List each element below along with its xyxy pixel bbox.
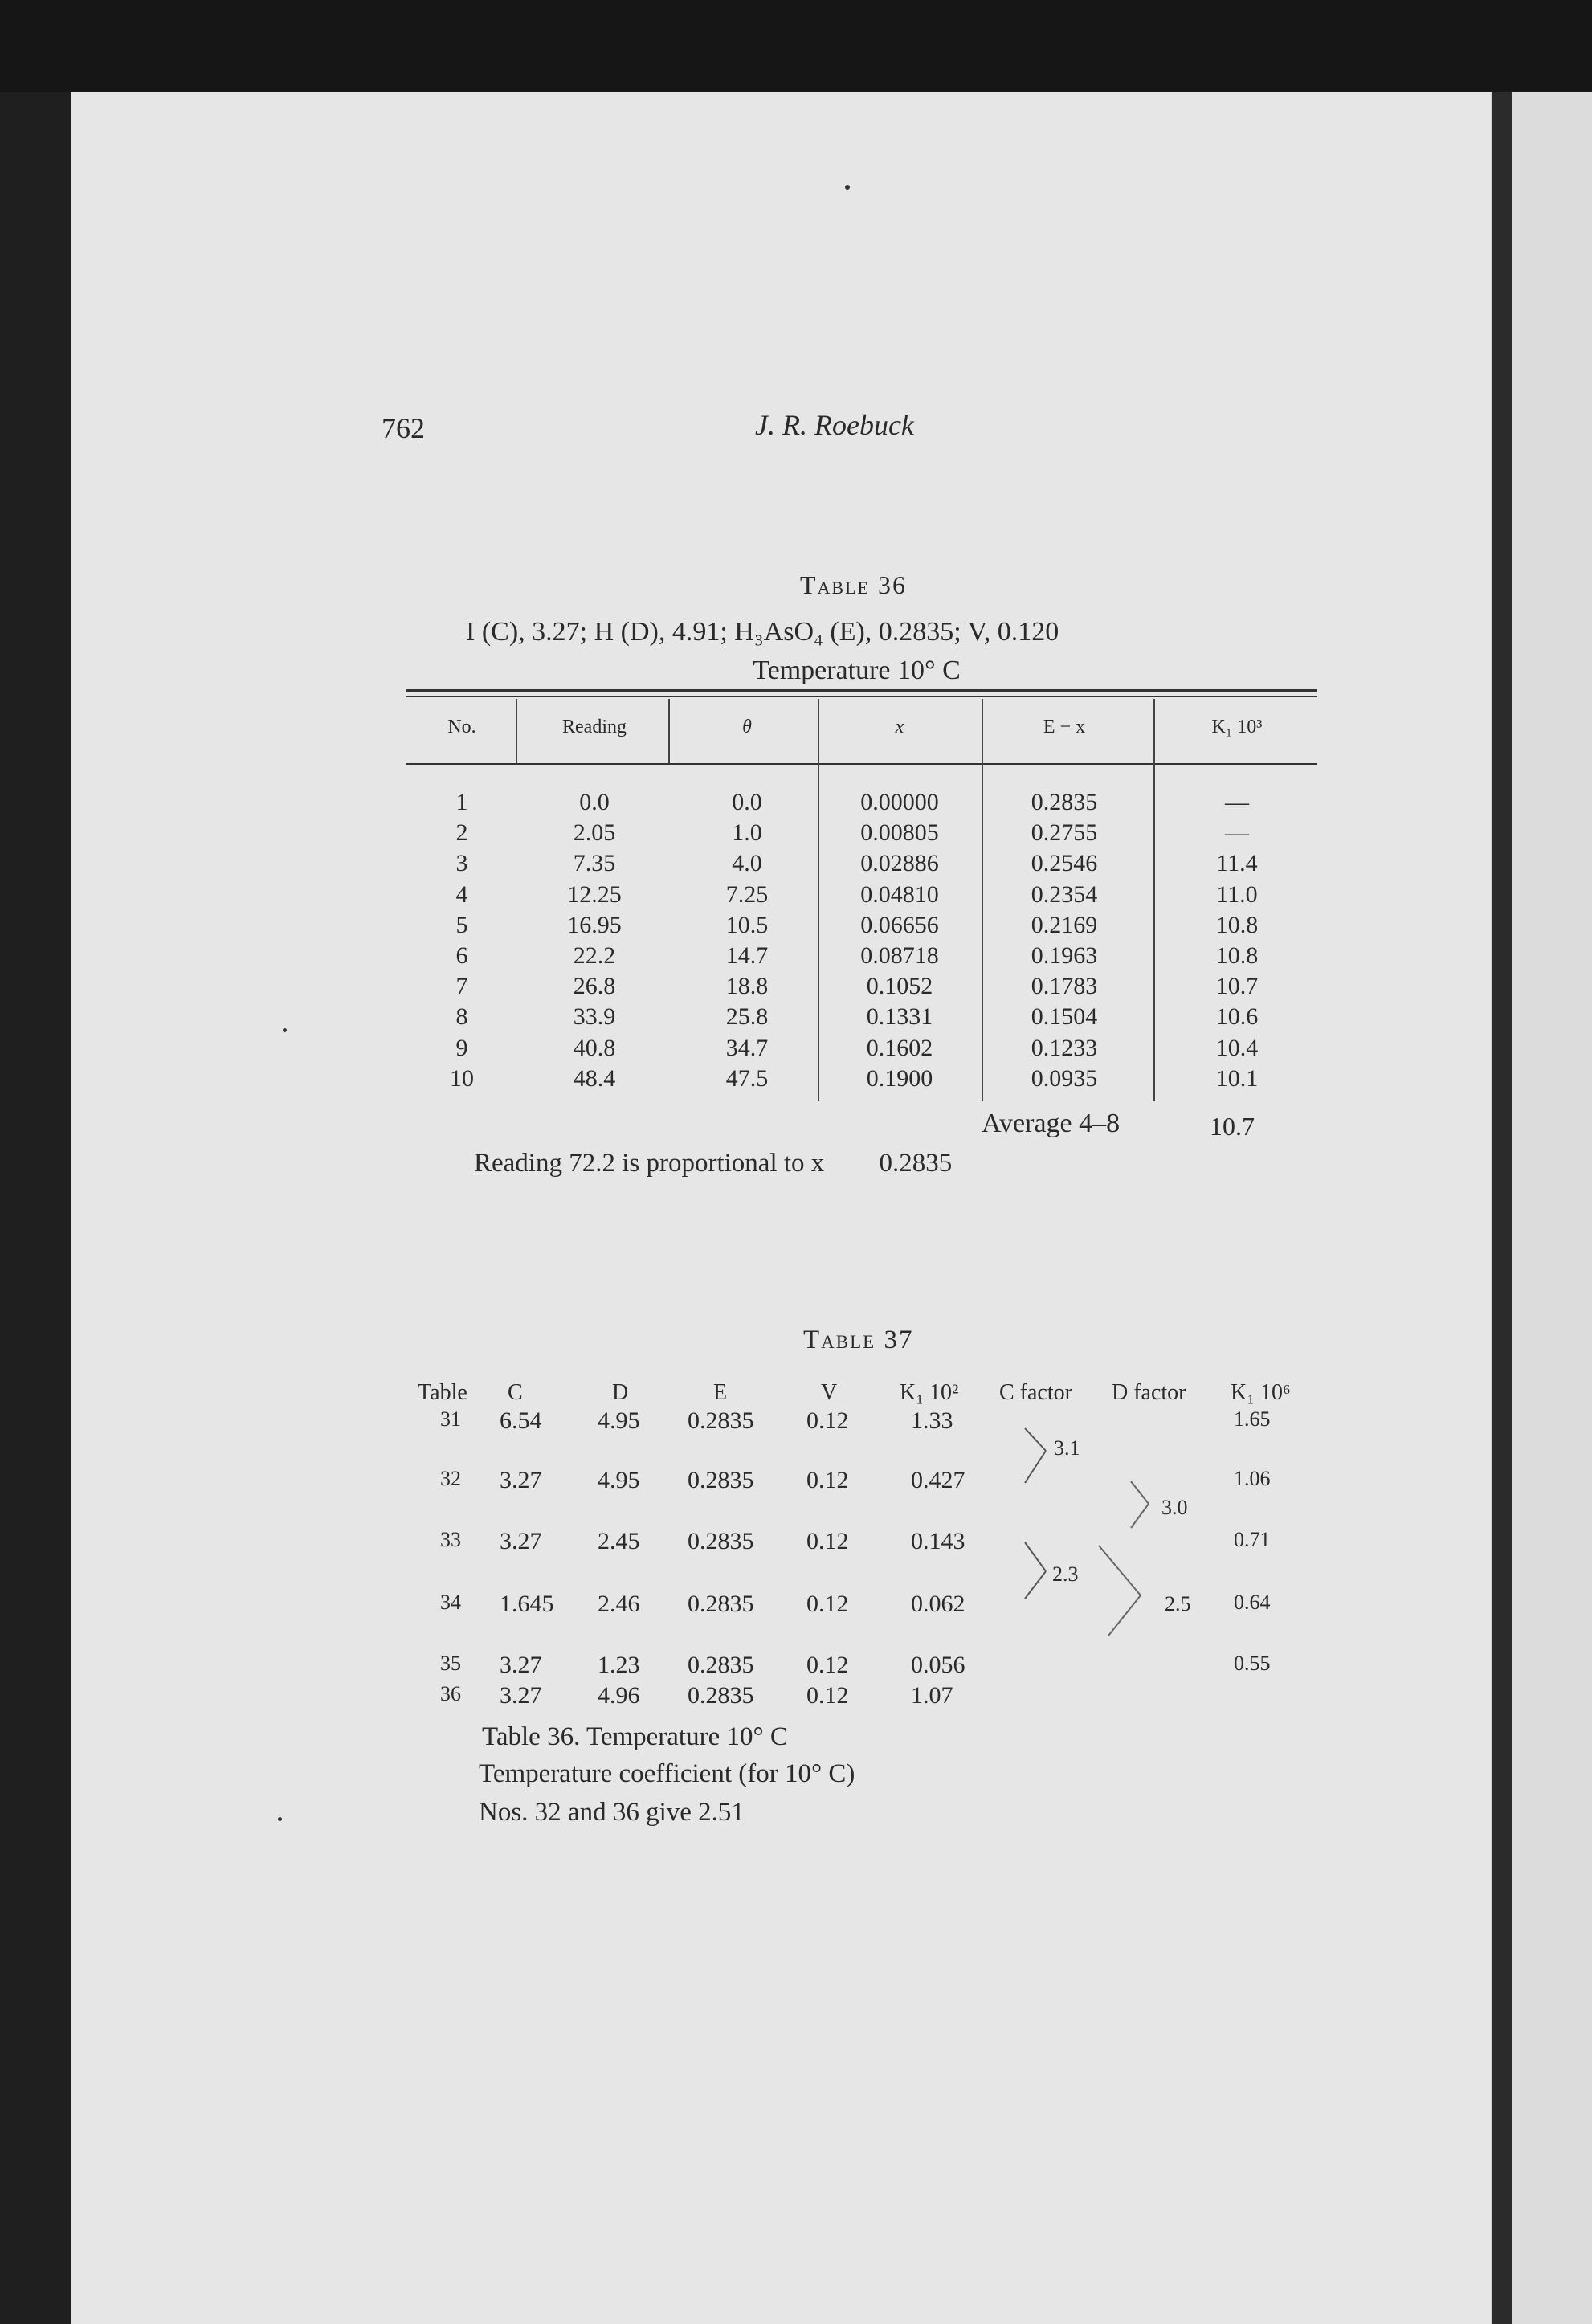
bracket-line xyxy=(1108,1595,1141,1636)
table-37-cell: 1.23 xyxy=(598,1652,640,1678)
table-36-divider xyxy=(668,699,670,763)
table-36-head-rule xyxy=(406,763,1317,765)
col-header-k1: K₁ 10³ xyxy=(1211,717,1263,737)
footnote-line: Temperature coefficient (for 10° C) xyxy=(479,1759,855,1788)
table-36-cell: 0.1504 xyxy=(1031,1003,1098,1031)
running-head-author: J. R. Roebuck xyxy=(755,409,914,441)
table-36-cell: 11.4 xyxy=(1216,850,1258,877)
table-36-cell: 0.1963 xyxy=(1031,942,1098,969)
scan-speck xyxy=(283,1028,287,1032)
table-36-cell: 0.1900 xyxy=(866,1064,933,1092)
table-37-cell: 0.2835 xyxy=(688,1407,754,1434)
table-36-cell: 7 xyxy=(455,973,468,1000)
c-factor-value: 2.3 xyxy=(1052,1562,1079,1586)
table-36-reading-note xyxy=(474,1149,952,1178)
bracket-line xyxy=(1131,1504,1149,1528)
table-36-cell: 18.8 xyxy=(725,973,769,1000)
table-37-cell: 1.65 xyxy=(1234,1407,1271,1431)
table-36-cell: 10.8 xyxy=(1215,911,1259,938)
facing-page xyxy=(1512,92,1592,2324)
table-37-cell: 0.12 xyxy=(806,1591,849,1617)
table-37-col-header: D factor xyxy=(1112,1380,1186,1405)
table-37-cell: 3.27 xyxy=(500,1682,542,1709)
table-36-cell: 9 xyxy=(455,1034,468,1061)
table-36-cell: 2.05 xyxy=(573,819,616,847)
table-36-cell: 8 xyxy=(455,1003,468,1031)
table-36-cell: 7.35 xyxy=(573,850,616,877)
col-header-no: No. xyxy=(447,717,476,737)
table-36-cell: 34.7 xyxy=(725,1034,769,1061)
table-36-cell: 47.5 xyxy=(725,1064,769,1092)
table-36-cell: 0.02886 xyxy=(860,850,939,877)
table-36-cell: 0.0 xyxy=(579,789,610,815)
table-36-cell: 0.1783 xyxy=(1031,973,1098,1000)
table-36-cell: 0.1602 xyxy=(866,1034,933,1061)
table-36-cell: 33.9 xyxy=(573,1003,616,1031)
table-36-title: Table 36 xyxy=(800,570,907,599)
table-36-divider xyxy=(982,699,983,1101)
table-37-cell: 0.2835 xyxy=(688,1591,754,1617)
d-factor-value: 3.0 xyxy=(1161,1496,1188,1519)
page-gutter-shadow xyxy=(1492,92,1512,2324)
table-36-cell: 0.06656 xyxy=(860,911,939,938)
table-36-cell: 4.0 xyxy=(732,850,762,877)
table-36-cell: 10.5 xyxy=(725,911,769,938)
table-36-cell: 11.0 xyxy=(1216,880,1258,908)
table-37-cell: 3.27 xyxy=(500,1528,542,1554)
table-36-cell: 0.2169 xyxy=(1031,911,1098,938)
table-37-cell: 1.06 xyxy=(1234,1467,1271,1490)
table-36-cell: 1 xyxy=(455,789,468,815)
table-37-cell: 0.12 xyxy=(806,1652,849,1678)
table-36-average-value: 10.7 xyxy=(1210,1112,1255,1141)
table-36-cell: 10.7 xyxy=(1215,973,1259,1000)
table-36-conditions: I (C), 3.27; H (D), 4.91; H₃AsO₄ (E), 0.2835; V, 0.120 xyxy=(466,617,1059,647)
table-36-cell: 7.25 xyxy=(725,880,769,908)
table-37-cell: 1.645 xyxy=(500,1591,554,1617)
table-36-cell: 3 xyxy=(455,850,468,877)
table-37-title: Table 37 xyxy=(803,1325,914,1354)
table-37-cell: 1.07 xyxy=(911,1682,953,1709)
table-36-temperature: Temperature 10° C xyxy=(753,656,961,685)
table-37-cell: 0.2835 xyxy=(688,1528,754,1554)
reading-note-text: Reading 72.2 is proportional to x xyxy=(474,1149,825,1178)
table-36-cell: 0.2546 xyxy=(1031,850,1098,877)
table-37-cell: 3.27 xyxy=(500,1467,542,1493)
reading-note-value: 0.2835 xyxy=(879,1149,953,1178)
table-36-cell: 0.2354 xyxy=(1031,880,1098,908)
bracket-line xyxy=(1025,1542,1046,1571)
table-36-cell: 14.7 xyxy=(725,942,769,969)
bracket-line xyxy=(1025,1428,1046,1451)
table-37-cell: 6.54 xyxy=(500,1407,542,1434)
table-36-cell: 4 xyxy=(455,880,468,908)
table-36-cell: 0.2755 xyxy=(1031,819,1098,847)
table-37-cell: 0.12 xyxy=(806,1407,849,1434)
table-36-cell: 10 xyxy=(450,1064,474,1092)
table-36-cell: 0.00805 xyxy=(860,819,939,847)
table-36-cell: 0.1233 xyxy=(1031,1034,1098,1061)
table-37-col-header: C xyxy=(508,1380,523,1405)
table-36-cell: 0.00000 xyxy=(860,789,939,815)
table-37-cell: 4.96 xyxy=(598,1682,640,1709)
scan-top-border xyxy=(0,0,1592,92)
table-37-cell: 0.55 xyxy=(1234,1652,1271,1675)
table-37-cell: 33 xyxy=(440,1528,461,1551)
col-header-x: x xyxy=(895,717,904,737)
table-36-cell: 0.2835 xyxy=(1031,789,1098,815)
table-36-cell: 5 xyxy=(455,911,468,938)
table-36-cell: 22.2 xyxy=(573,942,616,969)
table-37-cell: 4.95 xyxy=(598,1407,640,1434)
table-37-cell: 0.71 xyxy=(1234,1528,1271,1551)
scan-speck xyxy=(845,185,850,190)
table-36-cell: 48.4 xyxy=(573,1064,616,1092)
table-37-cell: 0.64 xyxy=(1234,1591,1271,1614)
table-37-cell: 2.45 xyxy=(598,1528,640,1554)
table-36-cell: 10.4 xyxy=(1215,1034,1259,1061)
table-37-cell: 34 xyxy=(440,1591,461,1614)
table-37-cell: 0.12 xyxy=(806,1528,849,1554)
table-37-cell: 0.12 xyxy=(806,1682,849,1709)
col-header-e-minus-x: E − x xyxy=(1043,717,1086,737)
table-37-cell: 32 xyxy=(440,1467,461,1490)
table-37-cell: 31 xyxy=(440,1407,461,1431)
table-36-cell: 10.6 xyxy=(1215,1003,1259,1031)
table-36-cell: 10.8 xyxy=(1215,942,1259,969)
footnote-line: Nos. 32 and 36 give 2.51 xyxy=(479,1798,745,1827)
table-37-col-header: K₁ 10² xyxy=(900,1380,959,1405)
table-36-divider xyxy=(516,699,517,763)
table-36-cell: 26.8 xyxy=(573,973,616,1000)
table-36-top-rule-2 xyxy=(406,696,1317,697)
table-36-cell: 6 xyxy=(455,942,468,969)
table-36-cell: 2 xyxy=(455,819,468,847)
table-36-cell: 0.1331 xyxy=(866,1003,933,1031)
footnote-line: Table 36. Temperature 10° C xyxy=(482,1722,788,1751)
factor-brackets xyxy=(996,1414,1237,1679)
table-36-cell: — xyxy=(1225,789,1249,815)
table-36-top-rule xyxy=(406,689,1317,692)
table-37-cell: 0.2835 xyxy=(688,1467,754,1493)
table-36-divider xyxy=(1153,699,1155,1101)
table-36-cell: 16.95 xyxy=(567,911,622,938)
table-37-cell: 3.27 xyxy=(500,1652,542,1678)
table-36-cell: 25.8 xyxy=(725,1003,769,1031)
table-37-cell: 0.2835 xyxy=(688,1682,754,1709)
table-37-cell: 0.2835 xyxy=(688,1652,754,1678)
table-37-cell: 35 xyxy=(440,1652,461,1675)
table-37-cell: 0.056 xyxy=(911,1652,965,1678)
table-36-cell: 12.25 xyxy=(567,880,622,908)
table-36-cell: — xyxy=(1225,819,1249,847)
table-37-col-header: C factor xyxy=(999,1380,1072,1405)
table-36-cell: 0.08718 xyxy=(860,942,939,969)
col-header-theta: θ xyxy=(742,717,752,737)
table-37-cell: 0.427 xyxy=(911,1467,965,1493)
table-37-cell: 2.46 xyxy=(598,1591,640,1617)
table-36-cell: 0.0935 xyxy=(1031,1064,1098,1092)
page-number: 762 xyxy=(382,412,425,444)
d-factor-value: 2.5 xyxy=(1165,1592,1191,1615)
table-37-cell: 0.12 xyxy=(806,1467,849,1493)
table-37-cell: 36 xyxy=(440,1682,461,1705)
table-36-cell: 0.0 xyxy=(732,789,762,815)
bracket-line xyxy=(1025,1571,1046,1599)
table-37-cell: 1.33 xyxy=(911,1407,953,1434)
table-37-col-header: Table xyxy=(418,1380,467,1405)
table-37-col-header: E xyxy=(713,1380,728,1405)
col-header-reading: Reading xyxy=(562,717,627,737)
table-37-col-header: D xyxy=(612,1380,629,1405)
bracket-line xyxy=(1025,1451,1046,1483)
table-36-cell: 10.1 xyxy=(1215,1064,1259,1092)
table-36-cell: 40.8 xyxy=(573,1034,616,1061)
table-37-col-header: V xyxy=(821,1380,838,1405)
table-36-cell: 1.0 xyxy=(732,819,762,847)
table-37-cell: 0.143 xyxy=(911,1528,965,1554)
table-37-col-header: K₁ 10⁶ xyxy=(1231,1380,1291,1405)
bracket-line xyxy=(1099,1546,1141,1595)
table-36-cell: 0.1052 xyxy=(866,973,933,1000)
table-36-cell: 0.04810 xyxy=(860,880,939,908)
table-37-cell: 0.062 xyxy=(911,1591,965,1617)
table-37-cell: 4.95 xyxy=(598,1467,640,1493)
scan-speck xyxy=(278,1817,282,1821)
c-factor-value: 3.1 xyxy=(1054,1436,1080,1460)
table-36-average-label: Average 4–8 xyxy=(982,1109,1121,1138)
bracket-line xyxy=(1131,1481,1149,1504)
